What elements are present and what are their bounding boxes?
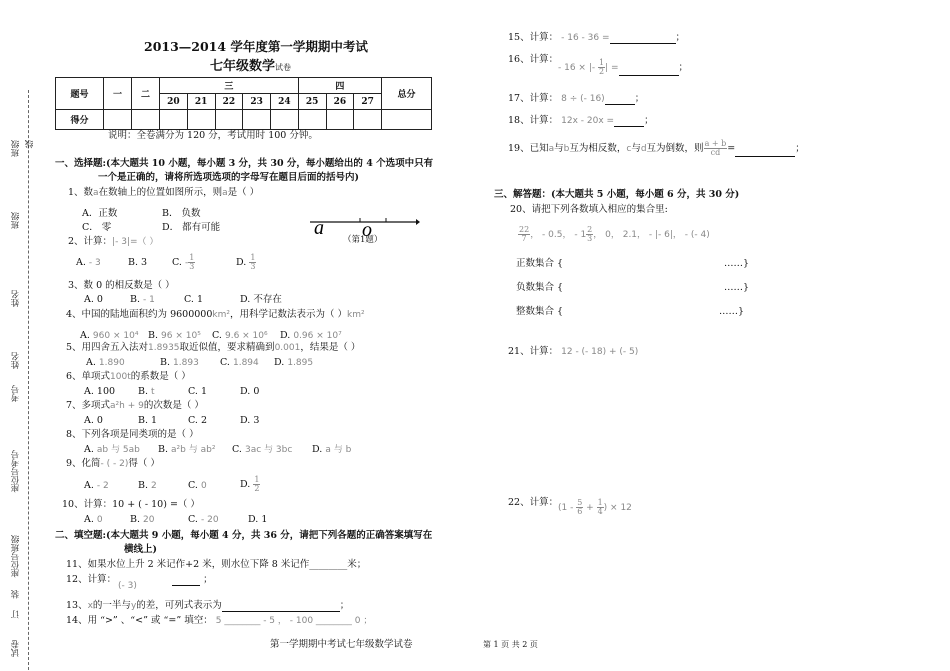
table-sub-27: 27 — [354, 94, 382, 110]
negative-set-label: 负数集合 { — [516, 282, 564, 293]
q5-option-a: A. 1.890 — [86, 357, 125, 368]
positive-set-end: ……} — [724, 258, 750, 269]
side-label-name-2: 姓名 — [11, 352, 21, 369]
q22-expr: (1 - $\frac{5}{6}$ + $\frac{1}{4}$ ) × 12 — [558, 498, 632, 516]
section2-heading: 二、填空题:(本大题共 9 小题，每小题 4 分，共 36 分，请把下列各题的正确答案填写在 — [55, 530, 433, 541]
table-sub-21: 21 — [187, 94, 215, 110]
q8-option-c: C. 3ac 与 3bc — [232, 444, 293, 455]
q8-option-b: B. a²b 与 ab² — [158, 444, 216, 455]
table-header-2: 二 — [132, 78, 160, 110]
positive-set-label: 正数集合 { — [516, 258, 564, 269]
q1-option-d: D． 都有可能 — [162, 222, 221, 233]
side-label-exam-no: 考号 — [11, 385, 21, 402]
q7: 7、多项式a²h + 9的次数是（ ） — [66, 400, 204, 411]
negative-set-end: ……} — [724, 282, 750, 293]
side-label-seat: 座位号考号 — [11, 450, 21, 493]
numline-o-label: o — [362, 219, 372, 241]
q12-expr: (- 3) — [118, 581, 137, 591]
q16-expr: - 16 × |- $\frac{1}{2}$ | = ； — [558, 58, 689, 76]
side-label-seat-class: 座位号班级 — [11, 535, 21, 578]
q2-option-c: C. - $\frac{1}{3}$ — [172, 253, 195, 271]
q5: 5、用四舍五入法对1.8935取近似值，要求精确到0.001，结果是（ ） — [66, 342, 361, 353]
instructions: 说明：全卷满分为 120 分，考试用时 100 分钟。 — [108, 130, 318, 141]
q3-option-c: C. 1 — [184, 294, 204, 305]
q3: 3、数 0 的相反数是（ ） — [68, 280, 175, 291]
q1-option-a: A．正数 — [82, 208, 118, 219]
q8: 8、下列各项是同类项的是（ ） — [66, 429, 199, 440]
q1-option-b: B． 负数 — [162, 208, 201, 219]
q14: 14、用 “>” 、“<” 或 “=” 填空： 5 ________ - 5 ， - 100 ________ 0 ； — [66, 615, 373, 626]
section1-heading: 一、选择题:(本大题共 10 小题，每小题 3 分，共 30 分，每小题给出的 4 个选项中只有 — [55, 158, 434, 169]
q6-option-d: D. 0 — [240, 386, 260, 397]
q3-option-a: A. 0 — [84, 294, 103, 305]
section1-heading-2: 一个是正确的，请将所选项选项的字母写在题目后面的括号内) — [98, 172, 359, 183]
side-label-order: 订 — [11, 610, 21, 619]
q7-option-b: B. 1 — [138, 415, 158, 426]
q10-option-d: D. 1 — [248, 514, 268, 525]
q8-option-d: D. a 与 b — [312, 444, 352, 455]
q6-option-c: C. 1 — [188, 386, 208, 397]
q16: 16、计算： — [508, 54, 559, 65]
table-sub-24: 24 — [271, 94, 299, 110]
q11: 11、如果水位上升 2 米记作+2 米，则水位下降 8 米记作________米； — [66, 559, 367, 570]
q7-option-a: A. 0 — [84, 415, 103, 426]
q5-option-b: B. 1.893 — [160, 357, 199, 368]
side-label-class: 班级 — [11, 140, 21, 157]
q3-option-b: B. - 1 — [130, 294, 155, 305]
side-label-paper: 试卷 — [11, 640, 21, 657]
table-header-1: 一 — [104, 78, 132, 110]
q10-option-a: A. 0 — [84, 514, 103, 525]
q2-option-a: A. - 3 — [76, 257, 101, 268]
q13: 13、x的一半与y的差，可列式表示为 ； — [66, 600, 350, 611]
q22: 22、计算： — [508, 497, 559, 508]
table-sub-26: 26 — [326, 94, 354, 110]
q1-option-c: C． 零 — [82, 222, 112, 233]
q5-option-d: D. 1.895 — [274, 357, 314, 368]
q4-option-c: C. 9.6 × 10⁶ — [212, 330, 268, 341]
q3-option-d: D. 不存在 — [240, 294, 282, 305]
q20-numbers: $\frac{22}{7}$ ， - 0.5， - 1 $\frac{2}{3}$ ， 0， 2.1， - |- 6|， - (- 4) — [519, 225, 710, 243]
q21: 21、计算： 12 - (- 18) + (- 5) — [508, 346, 639, 357]
section2-heading-2: 横线上) — [124, 544, 157, 555]
q9-option-a: A. - 2 — [84, 480, 109, 491]
table-header-4: 四 — [298, 78, 381, 94]
q10: 10、计算：10 + ( - 10) =（ ） — [62, 499, 200, 510]
side-label-name: 姓名 — [11, 290, 21, 307]
side-label-bind: 装 — [11, 590, 21, 599]
q8-option-a: A. ab 与 5ab — [84, 444, 140, 455]
q9-option-d: D. $\frac{1}{2}$ — [240, 475, 260, 493]
q9-option-c: C. 0 — [188, 480, 207, 491]
q2-option-b: B. 3 — [128, 257, 148, 268]
q4-option-d: D. 0.96 × 10⁷ — [280, 330, 342, 341]
q7-option-d: D. 3 — [240, 415, 260, 426]
numline-caption: （第1题） — [343, 235, 383, 245]
q9-option-b: B. 2 — [138, 480, 157, 491]
side-label-class-2: 班级 — [11, 212, 21, 229]
exam-title: 2013—2014 学年度第一学期期中考试 — [144, 39, 368, 54]
q20: 20、请把下列各数填入相应的集合里: — [510, 204, 668, 215]
q6-option-a: A. 100 — [84, 386, 116, 397]
q17: 17、计算： 8 ÷ (- 16) ； — [508, 93, 645, 104]
score-table — [55, 77, 432, 130]
q19: 19、已知a与b互为相反数，c与d互为倒数，则 $\frac{a + b}{cd}$ = ； — [508, 139, 805, 157]
q15: 15、计算： - 16 - 36 = ； — [508, 32, 686, 43]
binding-line — [28, 90, 29, 670]
table-header-no: 题号 — [56, 78, 104, 110]
table-sub-25: 25 — [298, 94, 326, 110]
q6: 6、单项式100t的系数是（ ） — [66, 371, 191, 382]
section3-heading: 三、解答题：(本大题共 5 小题，每小题 6 分，共 30 分) — [494, 189, 740, 200]
q2-option-d: D. $\frac{1}{3}$ — [236, 253, 256, 271]
table-sub-20: 20 — [160, 94, 188, 110]
integer-set-end: ……} — [719, 306, 745, 317]
numline-a-label: a — [314, 217, 324, 239]
q4-option-b: B. 96 × 10⁵ — [148, 330, 201, 341]
q10-option-b: B. 20 — [130, 514, 155, 525]
q1: 1、数a在数轴上的位置如图所示，则a是（ ） — [68, 187, 260, 198]
q10-option-c: C. - 20 — [188, 514, 219, 525]
q9: 9、化简- ( - 2)得（ ） — [66, 458, 160, 469]
table-sub-23: 23 — [243, 94, 271, 110]
q4-option-a: A. 960 × 10⁴ — [80, 330, 139, 341]
integer-set-label: 整数集合 { — [516, 306, 564, 317]
q7-option-c: C. 2 — [188, 415, 208, 426]
q5-option-c: C. 1.894 — [220, 357, 259, 368]
table-sub-22: 22 — [215, 94, 243, 110]
q6-option-b: B. t — [138, 386, 155, 397]
q2: 2、计算：|- 3|=（ ） — [68, 236, 159, 247]
exam-subtitle: 七年级数学试卷 — [210, 59, 292, 74]
page-number: 第 1 页 共 2 页 — [483, 640, 538, 649]
q12: 12、计算： ； — [66, 574, 213, 585]
table-score-label: 得分 — [56, 110, 104, 130]
table-header-total: 总分 — [382, 78, 432, 110]
q4: 4、中国的陆地面积约为 9600000km²，用科学记数法表示为（ ）km² — [66, 309, 365, 320]
table-header-3: 三 — [160, 78, 299, 94]
footer-text: 第一学期期中考试七年级数学试卷 — [270, 639, 413, 650]
q18: 18、计算： 12x - 20x = ； — [508, 115, 654, 126]
side-label-line: 线 — [25, 140, 35, 149]
